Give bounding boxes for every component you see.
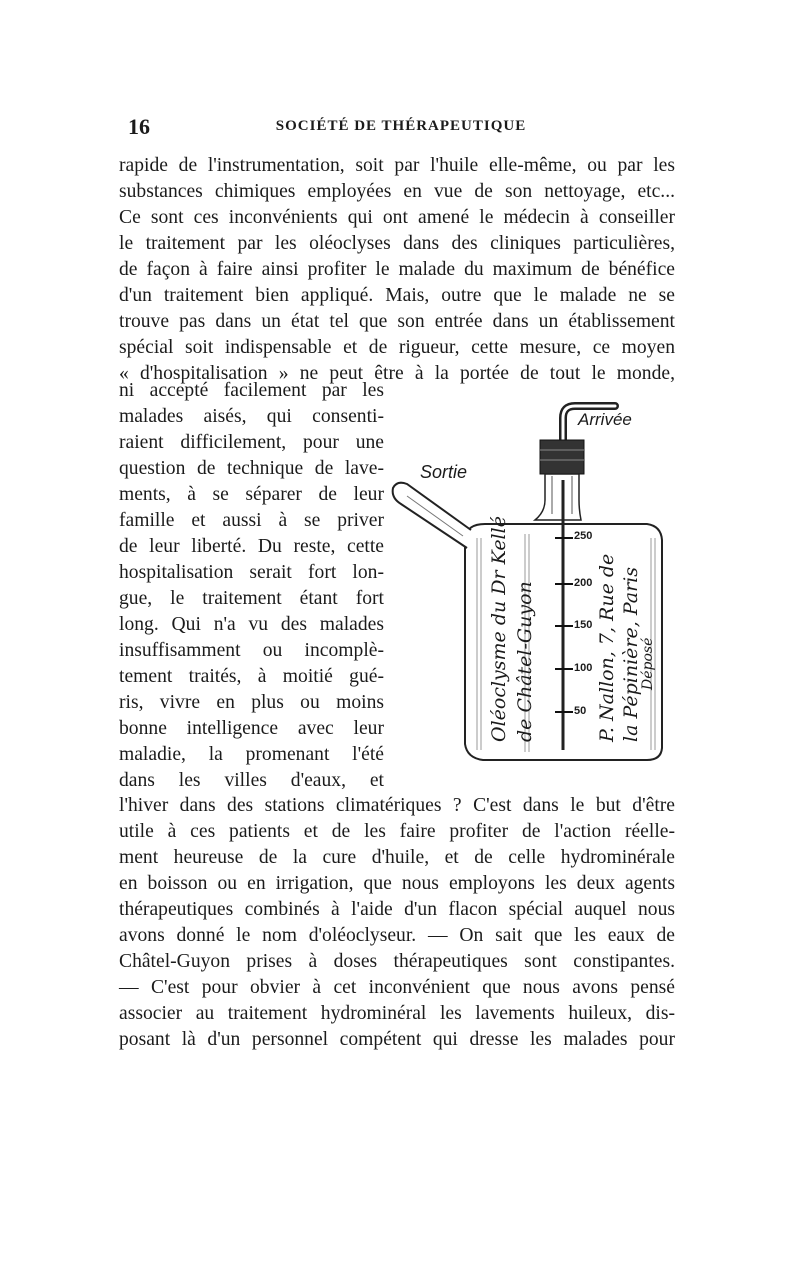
text-line: tement traités, à moitié gué- <box>119 666 384 687</box>
scale-mark: 200 <box>574 577 593 589</box>
text-line: ment heureuse de la cure d'huile, et de celle hydrominérale <box>119 847 675 868</box>
text-line: ments, à se séparer de leur <box>119 484 384 505</box>
text-line: de façon à faire ainsi profiter le malade du maximum de bénéfice <box>119 259 675 280</box>
inscription-right-1: P. Nallon, 7, Rue de <box>596 553 618 742</box>
text-line: famille et aussi à se priver <box>119 510 384 531</box>
text-line: posant là d'un personnel compétent qui dresse les malades pour <box>119 1029 675 1050</box>
label-arrivee: Arrivée <box>578 410 632 429</box>
scale-mark: 100 <box>574 662 593 674</box>
label-sortie: Sortie <box>420 462 468 482</box>
text-line: thérapeutiques combinés à l'aide d'un flacon spécial auquel nous <box>119 899 675 920</box>
running-head: SOCIÉTÉ DE THÉRAPEUTIQUE <box>275 118 527 134</box>
scale-mark: 150 <box>574 619 593 631</box>
text-line: substances chimiques employées en vue de son nettoyage, etc... <box>119 181 675 202</box>
text-line: question de technique de lave- <box>119 458 384 479</box>
page-header <box>128 114 674 138</box>
inscription-left-1: Oléoclysme du Dr Kellé <box>488 516 510 742</box>
text-line: en boisson ou en irrigation, que nous employons les deux agents <box>119 873 675 894</box>
text-line: l'hiver dans des stations climatériques ? C'est dans le but d'être <box>119 795 675 816</box>
text-line: hospitalisation serait fort lon- <box>119 562 384 583</box>
inscription-right-3: Déposé <box>640 637 656 690</box>
scale-mark: 250 <box>574 530 593 542</box>
text-line: de leur liberté. Du reste, cette <box>119 536 384 557</box>
text-line: — C'est pour obvier à cet inconvénient que nous avons pensé <box>119 977 675 998</box>
inscription-left-2: de Châtel-Guyon <box>514 581 536 742</box>
text-line: spécial soit indispensable et de rigueur, cette mesure, ce moyen <box>119 337 675 358</box>
inscription-right-2: la Pépinière, Paris <box>620 567 642 742</box>
text-line: d'un traitement bien appliqué. Mais, outre que le malade ne se <box>119 285 675 306</box>
text-line: trouve pas dans un état tel que son entrée dans un établissement <box>119 311 675 332</box>
text-line: malades aisés, qui consenti- <box>119 406 384 427</box>
text-line: utile à ces patients et de les faire profiter de l'action réelle- <box>119 821 675 842</box>
text-line: maladie, la promenant l'été <box>119 744 384 765</box>
text-line: gue, le traitement étant fort <box>119 588 384 609</box>
text-line: « d'hospitalisation » ne peut être à la portée de tout le monde, <box>119 363 675 384</box>
text-line: ni accepté facilement par les <box>119 380 384 401</box>
text-line: dans les villes d'eaux, et <box>119 770 384 791</box>
text-line: Châtel-Guyon prises à doses thérapeutiques sont constipantes. <box>119 951 675 972</box>
text-line: ris, vivre en plus ou moins <box>119 692 384 713</box>
text-line: raient difficilement, pour une <box>119 432 384 453</box>
text-line: bonne intelligence avec leur <box>119 718 384 739</box>
text-line: Ce sont ces inconvénients qui ont amené le médecin à conseiller <box>119 207 675 228</box>
text-line: long. Qui n'a vu des malades <box>119 614 384 635</box>
page-number: 16 <box>128 114 150 139</box>
text-line: avons donné le nom d'oléoclyseur. — On sait que les eaux de <box>119 925 675 946</box>
text-line: rapide de l'instrumentation, soit par l'huile elle-même, ou par les <box>119 155 675 176</box>
text-line: le traitement par les oléoclyses dans des cliniques particulières, <box>119 233 675 254</box>
text-line: associer au traitement hydrominéral les lavements huileux, dis- <box>119 1003 675 1024</box>
text-line: insuffisamment ou incomplè- <box>119 640 384 661</box>
scale-mark: 50 <box>574 705 587 717</box>
